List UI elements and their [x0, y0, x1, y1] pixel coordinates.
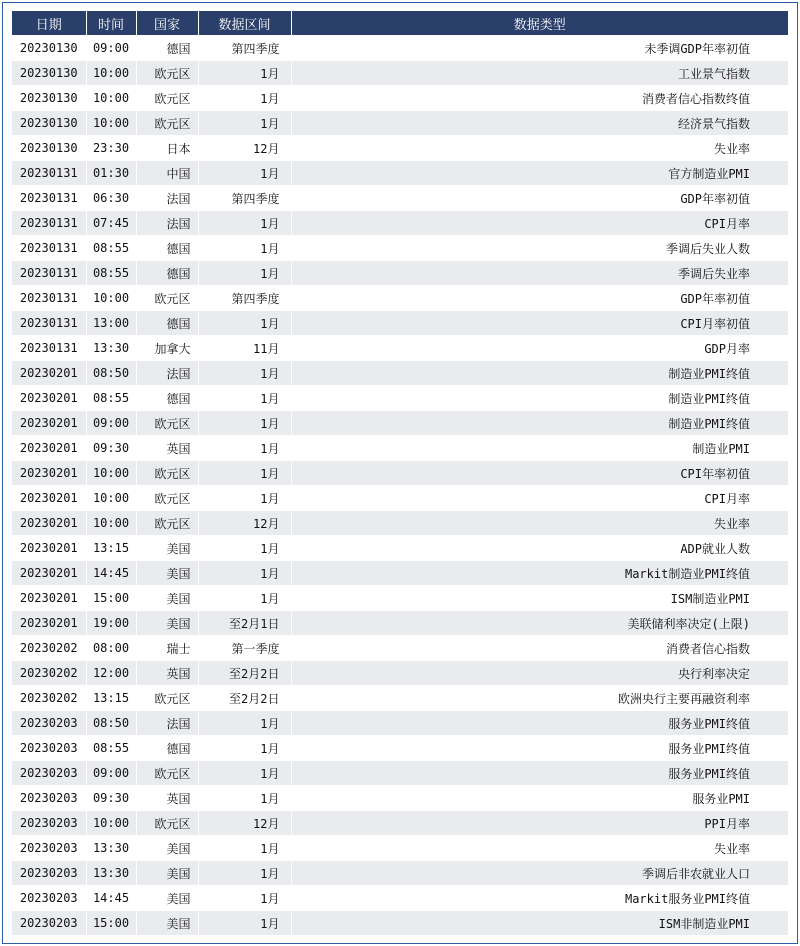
table-row	[12, 361, 788, 386]
cell-data-type: ISM非制造业PMI	[291, 911, 788, 936]
cell-data-type: CPI年率初值	[291, 461, 788, 486]
cell-period: 1月	[198, 161, 291, 186]
table-row	[12, 811, 788, 836]
cell-time: 10:00	[86, 61, 136, 86]
cell-data-type: 消费者信心指数终值	[291, 86, 788, 111]
cell-date: 20230203	[12, 861, 86, 886]
cell-period: 1月	[198, 386, 291, 411]
cell-date: 20230203	[12, 911, 86, 936]
table-row	[12, 161, 788, 186]
header-period[interactable]: 数据区间	[198, 11, 291, 36]
cell-time: 14:45	[86, 561, 136, 586]
cell-time: 09:00	[86, 411, 136, 436]
table-row	[12, 711, 788, 736]
cell-data-type: 制造业PMI终值	[291, 386, 788, 411]
header-row	[12, 11, 788, 36]
cell-data-type: CPI月率	[291, 211, 788, 236]
cell-date: 20230203	[12, 736, 86, 761]
cell-country: 美国	[136, 586, 198, 611]
cell-period: 12月	[198, 511, 291, 536]
cell-time: 13:15	[86, 536, 136, 561]
cell-data-type: Markit制造业PMI终值	[291, 561, 788, 586]
cell-country: 美国	[136, 836, 198, 861]
header-date[interactable]: 日期	[12, 11, 86, 36]
cell-country: 瑞士	[136, 636, 198, 661]
cell-date: 20230201	[12, 561, 86, 586]
cell-country: 英国	[136, 786, 198, 811]
cell-time: 01:30	[86, 161, 136, 186]
table-row	[12, 486, 788, 511]
header-time[interactable]: 时间	[86, 11, 136, 36]
cell-data-type: GDP年率初值	[291, 186, 788, 211]
cell-time: 13:30	[86, 836, 136, 861]
table-row	[12, 561, 788, 586]
table-row	[12, 311, 788, 336]
header-country[interactable]: 国家	[136, 11, 198, 36]
cell-country: 欧元区	[136, 411, 198, 436]
cell-country: 英国	[136, 661, 198, 686]
cell-data-type: 未季调GDP年率初值	[291, 36, 788, 61]
cell-time: 08:55	[86, 736, 136, 761]
table-row	[12, 736, 788, 761]
cell-country: 欧元区	[136, 486, 198, 511]
cell-date: 20230201	[12, 411, 86, 436]
cell-country: 美国	[136, 911, 198, 936]
cell-date: 20230201	[12, 461, 86, 486]
cell-period: 第四季度	[198, 186, 291, 211]
table-row	[12, 661, 788, 686]
cell-period: 至2月1日	[198, 611, 291, 636]
cell-date: 20230131	[12, 211, 86, 236]
cell-date: 20230201	[12, 486, 86, 511]
cell-time: 10:00	[86, 486, 136, 511]
cell-date: 20230203	[12, 711, 86, 736]
cell-period: 12月	[198, 136, 291, 161]
cell-country: 欧元区	[136, 511, 198, 536]
cell-date: 20230203	[12, 786, 86, 811]
cell-date: 20230203	[12, 836, 86, 861]
cell-date: 20230202	[12, 636, 86, 661]
table-row	[12, 286, 788, 311]
cell-data-type: 工业景气指数	[291, 61, 788, 86]
cell-date: 20230201	[12, 611, 86, 636]
cell-date: 20230130	[12, 86, 86, 111]
table-row	[12, 261, 788, 286]
cell-period: 1月	[198, 586, 291, 611]
cell-time: 08:55	[86, 261, 136, 286]
cell-date: 20230130	[12, 111, 86, 136]
table-row	[12, 186, 788, 211]
cell-country: 德国	[136, 386, 198, 411]
cell-date: 20230201	[12, 536, 86, 561]
cell-country: 美国	[136, 886, 198, 911]
table-row	[12, 786, 788, 811]
cell-time: 10:00	[86, 286, 136, 311]
cell-period: 11月	[198, 336, 291, 361]
table-row	[12, 836, 788, 861]
cell-data-type: 季调后非农就业人口	[291, 861, 788, 886]
cell-time: 09:00	[86, 36, 136, 61]
cell-period: 1月	[198, 361, 291, 386]
cell-time: 19:00	[86, 611, 136, 636]
cell-data-type: 季调后失业人数	[291, 236, 788, 261]
table-row	[12, 536, 788, 561]
cell-period: 12月	[198, 811, 291, 836]
cell-country: 德国	[136, 36, 198, 61]
table-row	[12, 611, 788, 636]
cell-time: 13:15	[86, 686, 136, 711]
cell-time: 15:00	[86, 586, 136, 611]
cell-data-type: 制造业PMI	[291, 436, 788, 461]
table-row	[12, 586, 788, 611]
cell-time: 10:00	[86, 461, 136, 486]
cell-country: 德国	[136, 736, 198, 761]
cell-period: 至2月2日	[198, 686, 291, 711]
cell-time: 15:00	[86, 911, 136, 936]
cell-time: 07:45	[86, 211, 136, 236]
cell-data-type: Markit服务业PMI终值	[291, 886, 788, 911]
cell-country: 英国	[136, 436, 198, 461]
cell-period: 1月	[198, 411, 291, 436]
cell-country: 美国	[136, 611, 198, 636]
cell-time: 08:00	[86, 636, 136, 661]
table-row	[12, 886, 788, 911]
table-row	[12, 411, 788, 436]
table-header	[12, 11, 788, 36]
cell-country: 中国	[136, 161, 198, 186]
cell-data-type: 央行利率决定	[291, 661, 788, 686]
table-row	[12, 761, 788, 786]
cell-data-type: 季调后失业率	[291, 261, 788, 286]
cell-data-type: ADP就业人数	[291, 536, 788, 561]
cell-data-type: 服务业PMI终值	[291, 761, 788, 786]
cell-time: 13:30	[86, 861, 136, 886]
cell-data-type: 制造业PMI终值	[291, 411, 788, 436]
cell-data-type: 消费者信心指数	[291, 636, 788, 661]
cell-period: 1月	[198, 886, 291, 911]
cell-country: 加拿大	[136, 336, 198, 361]
cell-time: 13:00	[86, 311, 136, 336]
cell-country: 德国	[136, 236, 198, 261]
cell-period: 第一季度	[198, 636, 291, 661]
cell-period: 1月	[198, 211, 291, 236]
cell-period: 1月	[198, 736, 291, 761]
cell-time: 09:00	[86, 761, 136, 786]
cell-date: 20230131	[12, 186, 86, 211]
cell-data-type: GDP月率	[291, 336, 788, 361]
cell-period: 1月	[198, 86, 291, 111]
cell-data-type: 美联储利率决定(上限)	[291, 611, 788, 636]
cell-period: 1月	[198, 761, 291, 786]
cell-period: 1月	[198, 461, 291, 486]
cell-country: 欧元区	[136, 86, 198, 111]
cell-period: 1月	[198, 261, 291, 286]
cell-period: 1月	[198, 561, 291, 586]
cell-date: 20230201	[12, 436, 86, 461]
cell-period: 1月	[198, 536, 291, 561]
cell-country: 欧元区	[136, 286, 198, 311]
cell-country: 法国	[136, 361, 198, 386]
table-row	[12, 236, 788, 261]
cell-data-type: 制造业PMI终值	[291, 361, 788, 386]
table-row	[12, 436, 788, 461]
cell-date: 20230201	[12, 511, 86, 536]
cell-country: 美国	[136, 561, 198, 586]
cell-period: 1月	[198, 836, 291, 861]
table-row	[12, 636, 788, 661]
cell-date: 20230201	[12, 361, 86, 386]
header-data-type[interactable]: 数据类型	[291, 11, 788, 36]
table-row	[12, 111, 788, 136]
cell-period: 1月	[198, 236, 291, 261]
cell-country: 德国	[136, 311, 198, 336]
cell-data-type: 失业率	[291, 511, 788, 536]
cell-period: 1月	[198, 911, 291, 936]
cell-date: 20230202	[12, 686, 86, 711]
cell-time: 10:00	[86, 511, 136, 536]
table-row	[12, 86, 788, 111]
cell-date: 20230131	[12, 161, 86, 186]
table-row	[12, 911, 788, 936]
cell-period: 1月	[198, 61, 291, 86]
cell-country: 欧元区	[136, 111, 198, 136]
cell-data-type: 服务业PMI	[291, 786, 788, 811]
cell-time: 08:55	[86, 236, 136, 261]
cell-country: 欧元区	[136, 811, 198, 836]
cell-date: 20230130	[12, 61, 86, 86]
cell-data-type: 失业率	[291, 836, 788, 861]
cell-data-type: CPI月率初值	[291, 311, 788, 336]
cell-period: 1月	[198, 711, 291, 736]
cell-country: 欧元区	[136, 61, 198, 86]
economic-calendar-table	[12, 11, 788, 935]
cell-time: 13:30	[86, 336, 136, 361]
cell-time: 06:30	[86, 186, 136, 211]
cell-time: 10:00	[86, 111, 136, 136]
cell-country: 美国	[136, 861, 198, 886]
cell-period: 1月	[198, 436, 291, 461]
cell-date: 20230201	[12, 386, 86, 411]
cell-country: 日本	[136, 136, 198, 161]
cell-data-type: GDP年率初值	[291, 286, 788, 311]
cell-date: 20230201	[12, 586, 86, 611]
cell-date: 20230203	[12, 811, 86, 836]
cell-date: 20230203	[12, 761, 86, 786]
cell-data-type: 服务业PMI终值	[291, 736, 788, 761]
cell-date: 20230203	[12, 886, 86, 911]
cell-time: 14:45	[86, 886, 136, 911]
cell-date: 20230202	[12, 661, 86, 686]
cell-time: 12:00	[86, 661, 136, 686]
cell-time: 10:00	[86, 811, 136, 836]
cell-date: 20230131	[12, 311, 86, 336]
table-row	[12, 36, 788, 61]
table-row	[12, 386, 788, 411]
cell-period: 1月	[198, 311, 291, 336]
cell-country: 法国	[136, 711, 198, 736]
table-row	[12, 686, 788, 711]
cell-data-type: ISM制造业PMI	[291, 586, 788, 611]
cell-period: 第四季度	[198, 286, 291, 311]
cell-period: 1月	[198, 786, 291, 811]
cell-country: 法国	[136, 211, 198, 236]
cell-date: 20230130	[12, 36, 86, 61]
cell-time: 08:55	[86, 386, 136, 411]
table-body	[12, 36, 788, 936]
cell-data-type: CPI月率	[291, 486, 788, 511]
cell-data-type: 经济景气指数	[291, 111, 788, 136]
cell-data-type: 官方制造业PMI	[291, 161, 788, 186]
cell-time: 08:50	[86, 711, 136, 736]
cell-time: 08:50	[86, 361, 136, 386]
table-row	[12, 861, 788, 886]
cell-country: 欧元区	[136, 686, 198, 711]
cell-period: 1月	[198, 486, 291, 511]
cell-country: 法国	[136, 186, 198, 211]
cell-time: 10:00	[86, 86, 136, 111]
table-row	[12, 461, 788, 486]
cell-country: 美国	[136, 536, 198, 561]
cell-date: 20230130	[12, 136, 86, 161]
cell-country: 欧元区	[136, 761, 198, 786]
table-row	[12, 211, 788, 236]
table-row	[12, 336, 788, 361]
cell-period: 第四季度	[198, 36, 291, 61]
cell-time: 09:30	[86, 786, 136, 811]
cell-data-type: 失业率	[291, 136, 788, 161]
cell-date: 20230131	[12, 261, 86, 286]
cell-period: 至2月2日	[198, 661, 291, 686]
cell-period: 1月	[198, 861, 291, 886]
cell-date: 20230131	[12, 286, 86, 311]
cell-time: 23:30	[86, 136, 136, 161]
cell-country: 欧元区	[136, 461, 198, 486]
cell-date: 20230131	[12, 336, 86, 361]
cell-data-type: 欧洲央行主要再融资利率	[291, 686, 788, 711]
table-row	[12, 511, 788, 536]
table-row	[12, 61, 788, 86]
table-row	[12, 136, 788, 161]
cell-date: 20230131	[12, 236, 86, 261]
cell-country: 德国	[136, 261, 198, 286]
cell-data-type: PPI月率	[291, 811, 788, 836]
cell-time: 09:30	[86, 436, 136, 461]
cell-data-type: 服务业PMI终值	[291, 711, 788, 736]
cell-period: 1月	[198, 111, 291, 136]
